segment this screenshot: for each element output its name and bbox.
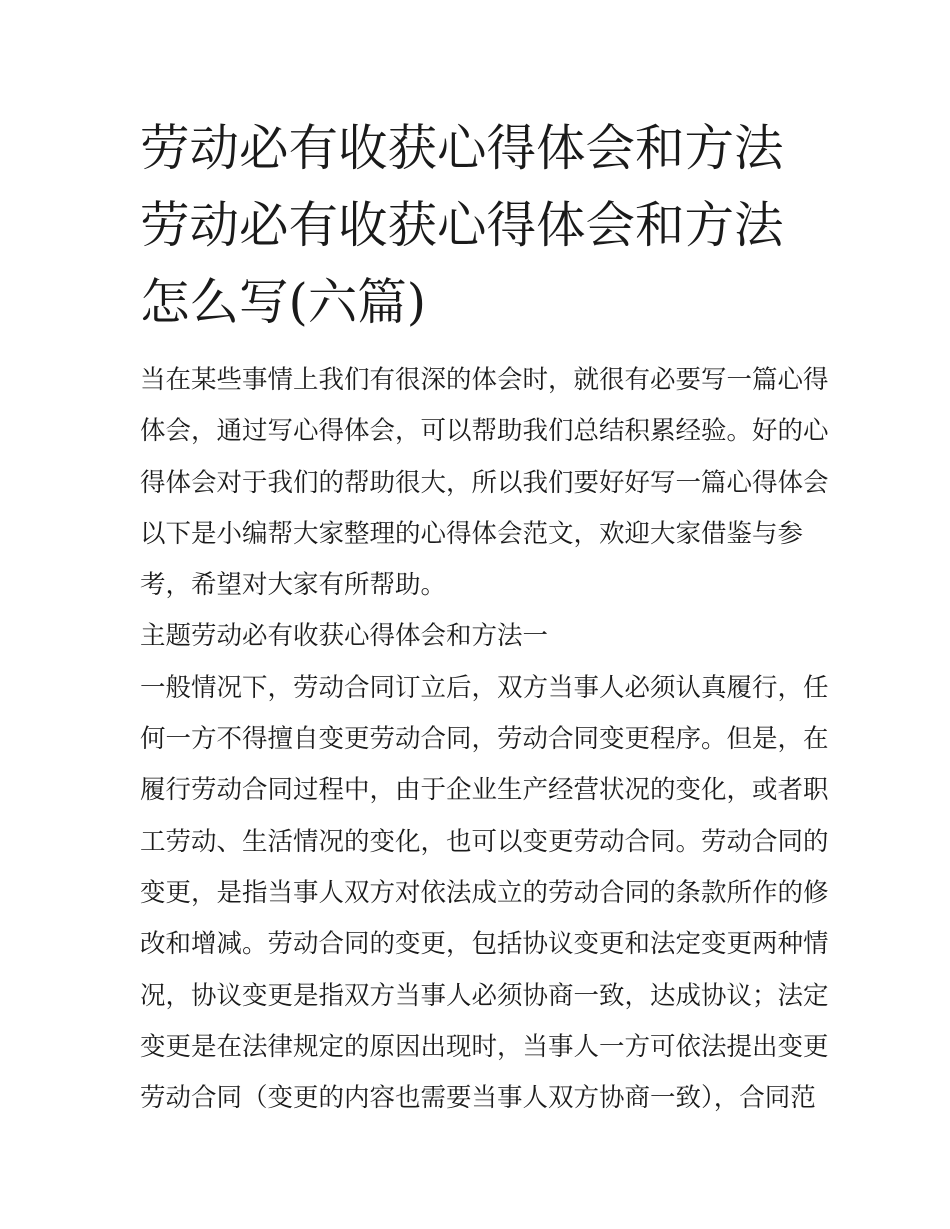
body-line: 履行劳动合同过程中，由于企业生产经营状况的变化，或者职: [140, 775, 829, 806]
body-line: 以下是小编帮大家整理的心得体会范文，欢迎大家借鉴与参: [140, 518, 804, 549]
body-line: 一般情况下，劳动合同订立后，双方当事人必须认真履行，任: [140, 672, 829, 703]
body-line: 况，协议变更是指双方当事人必须协商一致，达成协议；法定: [140, 980, 829, 1011]
title-line: 劳动必有收获心得体会和方法: [140, 196, 784, 254]
body-line: 改和增减。劳动合同的变更，包括协议变更和法定变更两种情: [140, 929, 829, 960]
body-line: 工劳动、生活情况的变化，也可以变更劳动合同。劳动合同的: [140, 826, 829, 857]
body-line: 何一方不得擅自变更劳动合同，劳动合同变更程序。但是，在: [140, 724, 829, 755]
document-body: [140, 355, 860, 1124]
title-line: 怎么写(六篇): [140, 273, 427, 331]
body-line: 考，希望对大家有所帮助。: [140, 570, 447, 601]
body-line: 当在某些事情上我们有很深的体会时，就很有必要写一篇心得: [140, 365, 829, 395]
body-line: 变更是在法律规定的原因出现时，当事人一方可依法提出变更: [140, 1031, 829, 1062]
body-line: 得体会对于我们的帮助很大，所以我们要好好写一篇心得体会: [140, 467, 829, 498]
document-title: [140, 110, 860, 341]
body-line: 变更，是指当事人双方对依法成立的劳动合同的条款所作的修: [140, 877, 829, 908]
title-line: 劳动必有收获心得体会和方法: [140, 119, 784, 177]
section-heading: 主题劳动必有收获心得体会和方法一: [140, 621, 549, 652]
body-line: 体会，通过写心得体会，可以帮助我们总结积累经验。好的心: [140, 416, 829, 447]
body-line: 劳动合同（变更的内容也需要当事人双方协商一致），合同范: [140, 1083, 816, 1114]
